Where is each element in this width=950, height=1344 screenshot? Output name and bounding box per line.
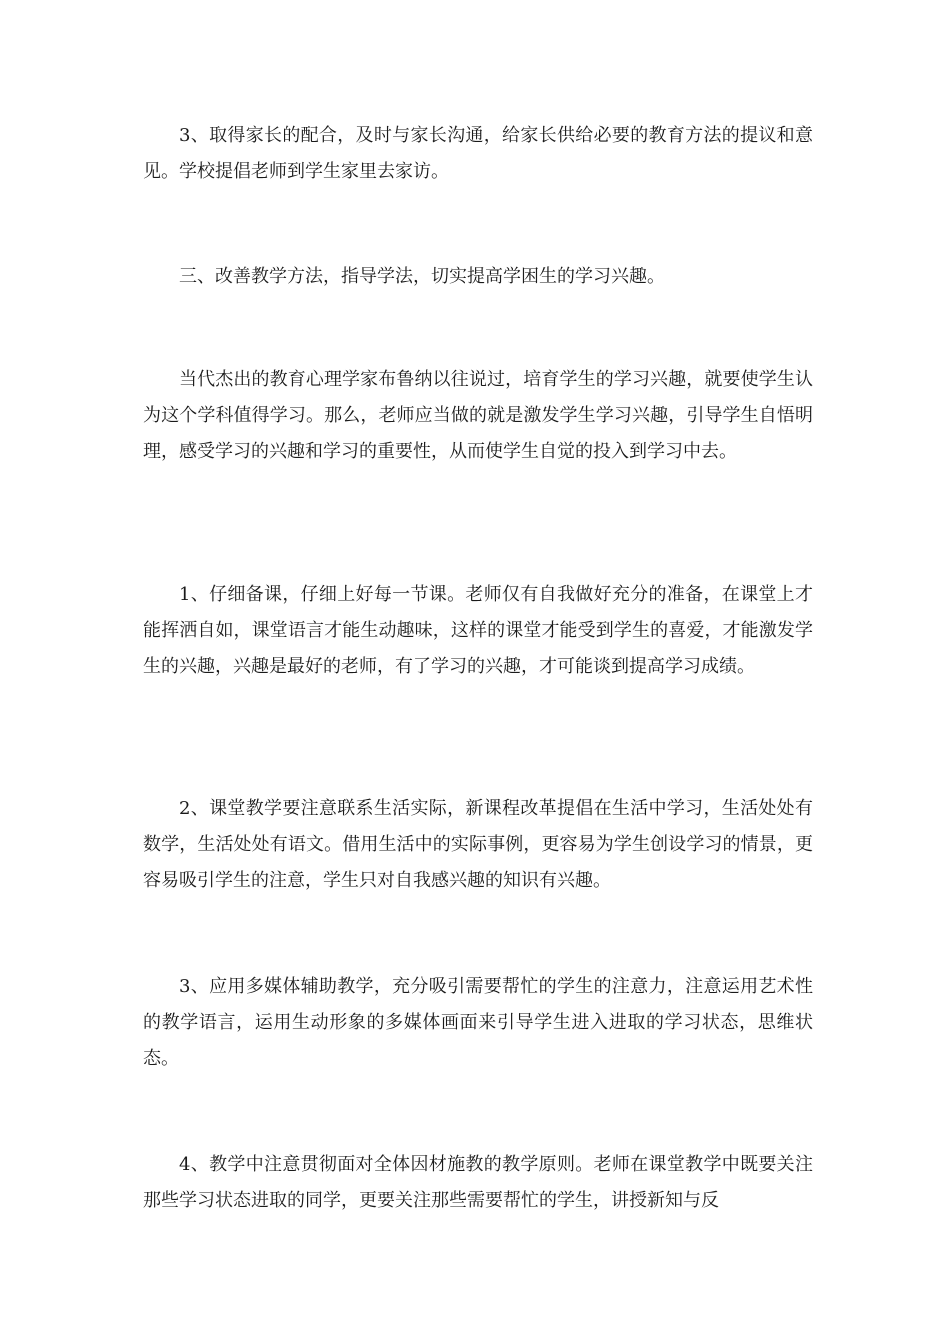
- paragraph-item-3-multimedia: 3、应用多媒体辅助教学，充分吸引需要帮忙的学生的注意力，注意运用艺术性的教学语言，运用生动形象的多媒体画面来引导学生进入进取的学习状态，思维状态。: [143, 976, 813, 1069]
- paragraph-item-1-lesson-prep: 1、仔细备课，仔细上好每一节课。老师仅有自我做好充分的准备，在课堂上才能挥洒自如，课堂语言才能生动趣味，这样的课堂才能受到学生的喜爱，才能激发学生的兴趣，兴趣是最好的老师，有了学习的兴趣，才可能谈到提高学习成绩。: [143, 584, 813, 677]
- paragraph-section-heading-three: 三、改善教学方法，指导学法，切实提高学困生的学习兴趣。: [179, 266, 665, 287]
- paragraph-bruner-quote: 当代杰出的教育心理学家布鲁纳以往说过，培育学生的学习兴趣，就要使学生认为这个学科值得学习。那么，老师应当做的就是激发学生学习兴趣，引导学生自悟明理，感受学习的兴趣和学习的重要性，从而使学生自觉的投入到学习中去。: [143, 369, 813, 462]
- paragraph-item-2-real-life: 2、课堂教学要注意联系生活实际，新课程改革提倡在生活中学习，生活处处有数学，生活处处有语文。借用生活中的实际事例，更容易为学生创设学习的情景，更容易吸引学生的注意，学生只对自我感兴趣的知识有兴趣。: [143, 798, 813, 891]
- paragraph-parent-cooperation: 3、取得家长的配合，及时与家长沟通，给家长供给必要的教育方法的提议和意见。学校提倡老师到学生家里去家访。: [143, 125, 813, 182]
- paragraph-item-4-teaching-principle: 4、教学中注意贯彻面对全体因材施教的教学原则。老师在课堂教学中既要关注那些学习状态进取的同学，更要关注那些需要帮忙的学生，讲授新知与反: [143, 1154, 813, 1211]
